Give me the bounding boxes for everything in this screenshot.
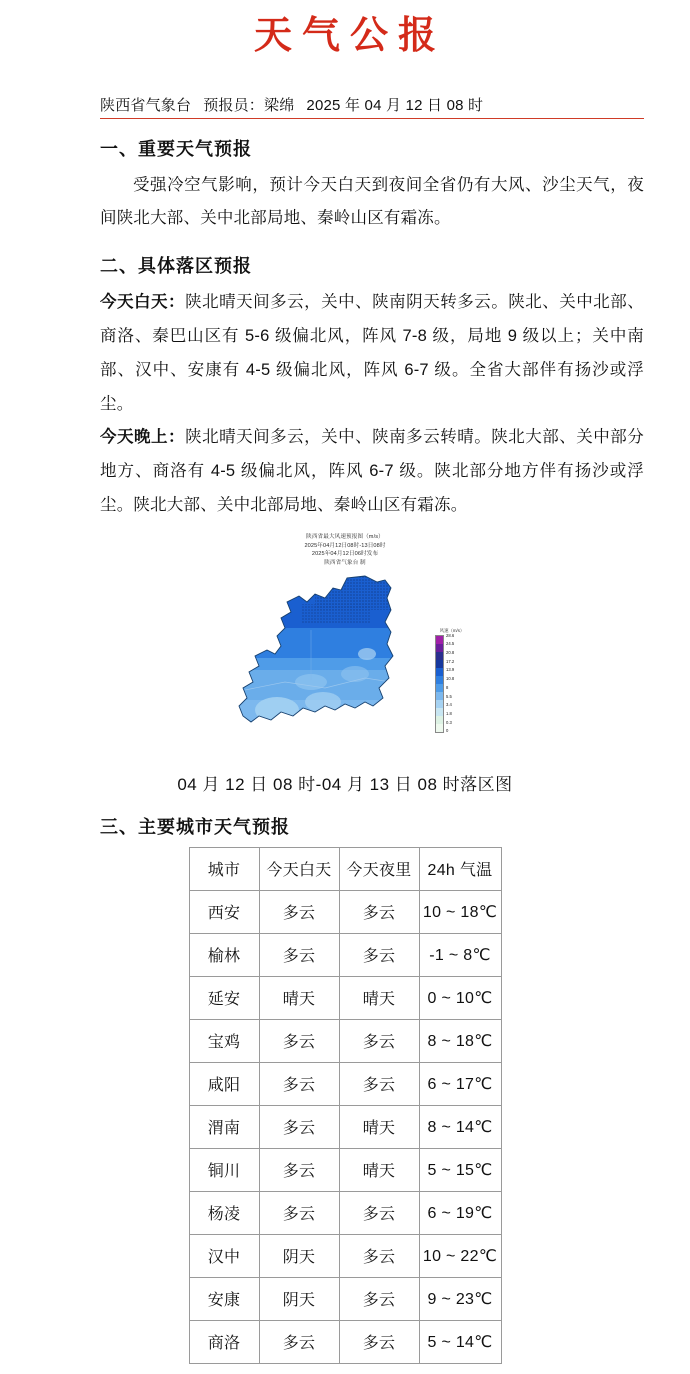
table-row — [189, 976, 501, 1019]
cell-temperature: 0 ~ 10℃ — [419, 976, 501, 1019]
column-header-temperature: 24h 气温 — [419, 847, 501, 890]
table-row — [189, 1277, 501, 1320]
byline — [100, 94, 644, 115]
section-heading-1: 一、重要天气预报 — [100, 138, 252, 159]
table-row — [189, 1148, 501, 1191]
cell-night: 晴天 — [339, 976, 419, 1019]
cell-daytime: 多云 — [259, 1105, 339, 1148]
section-heading-3: 三、主要城市天气预报 — [100, 816, 290, 837]
cell-city: 榆林 — [189, 933, 259, 976]
cell-temperature: 10 ~ 18℃ — [419, 890, 501, 933]
map-caption-line-4: 陕西省气象台 制 — [324, 559, 366, 566]
cell-city: 安康 — [189, 1277, 259, 1320]
byline-office: 陕西省气象台 — [100, 96, 192, 114]
cell-temperature: 5 ~ 14℃ — [419, 1320, 501, 1363]
cell-temperature: 8 ~ 18℃ — [419, 1019, 501, 1062]
cell-city: 商洛 — [189, 1320, 259, 1363]
cell-night: 晴天 — [339, 1105, 419, 1148]
table-row — [189, 890, 501, 933]
cell-night: 多云 — [339, 1191, 419, 1234]
cell-night: 多云 — [339, 890, 419, 933]
cell-daytime: 多云 — [259, 1019, 339, 1062]
city-forecast-table — [189, 847, 502, 1364]
map-canvas — [215, 570, 475, 760]
cell-daytime: 多云 — [259, 1320, 339, 1363]
byline-datetime: 2025 年 04 月 12 日 08 时 — [306, 96, 484, 114]
daytime-text: 陕北晴天间多云，关中、陕南阴天转多云。陕北、关中北部、商洛、秦巴山区有 5-6 级偏北风，阵风 7-8 级，局地 9 级以上；关中南部、汉中、安康有 4-5 级偏北风，阵风 6-7 级。全省大部伴有扬沙或浮尘。 — [100, 293, 645, 413]
night-forecast-paragraph — [100, 421, 644, 522]
table-header-row — [189, 847, 501, 890]
table-row — [189, 1234, 501, 1277]
byline-forecaster-label: 预报员： — [203, 96, 265, 114]
night-label: 今天晚上： — [100, 428, 186, 447]
cell-city: 咸阳 — [189, 1062, 259, 1105]
cell-temperature: 6 ~ 17℃ — [419, 1062, 501, 1105]
column-header-city: 城市 — [189, 847, 259, 890]
cell-daytime: 晴天 — [259, 976, 339, 1019]
map-legend — [435, 628, 469, 733]
page-title: 天气公报 — [253, 15, 446, 57]
table-row — [189, 1320, 501, 1363]
map-caption-line-3: 2025年04月12日06时发布 — [311, 551, 379, 558]
cell-daytime: 阴天 — [259, 1277, 339, 1320]
night-text: 陕北晴天间多云，关中、陕南多云转晴。陕北大部、关中部分地方、商洛有 4-5 级偏北风，阵风 6-7 级。陕北部分地方伴有扬沙或浮尘。陕北大部、关中北部局地、秦岭山区有霜冻。 — [100, 428, 645, 515]
column-header-daytime: 今天白天 — [259, 847, 339, 890]
table-row — [189, 1105, 501, 1148]
cell-daytime: 多云 — [259, 890, 339, 933]
cell-city: 铜川 — [189, 1148, 259, 1191]
cell-city: 渭南 — [189, 1105, 259, 1148]
forecast-table-wrapper — [0, 847, 690, 1374]
map-caption-line-1: 陕西省最大风速预报图（m/s） — [306, 533, 384, 540]
table-row — [189, 1191, 501, 1234]
cell-city: 西安 — [189, 890, 259, 933]
forecast-table-body — [189, 890, 501, 1363]
legend-title: 风速（m/s） — [439, 627, 465, 633]
cell-night: 晴天 — [339, 1148, 419, 1191]
section-heading-2: 二、具体落区预报 — [100, 256, 252, 277]
cell-daytime: 阴天 — [259, 1234, 339, 1277]
cell-daytime: 多云 — [259, 1062, 339, 1105]
cell-city: 延安 — [189, 976, 259, 1019]
cell-city: 宝鸡 — [189, 1019, 259, 1062]
column-header-night: 今天夜里 — [339, 847, 419, 890]
cell-night: 多云 — [339, 1320, 419, 1363]
map-caption-top — [215, 533, 475, 568]
cell-temperature: 5 ~ 15℃ — [419, 1148, 501, 1191]
cell-night: 多云 — [339, 1019, 419, 1062]
legend-color-bar — [435, 635, 444, 733]
cell-night: 多云 — [339, 1062, 419, 1105]
cell-temperature: 6 ~ 19℃ — [419, 1191, 501, 1234]
legend-body — [435, 632, 469, 734]
daytime-label: 今天白天： — [100, 293, 186, 312]
cell-night: 多云 — [339, 933, 419, 976]
cell-city: 杨凌 — [189, 1191, 259, 1234]
byline-forecaster-name: 梁绵 — [264, 96, 295, 114]
map-bottom-caption: 04 月 12 日 08 时-04 月 13 日 08 时落区图 — [177, 774, 513, 794]
cell-night: 多云 — [339, 1234, 419, 1277]
cell-daytime: 多云 — [259, 1148, 339, 1191]
cell-daytime: 多云 — [259, 1191, 339, 1234]
cell-temperature: 9 ~ 23℃ — [419, 1277, 501, 1320]
cell-temperature: 8 ~ 14℃ — [419, 1105, 501, 1148]
table-row — [189, 933, 501, 976]
section-1-paragraph: 受强冷空气影响，预计今天白天到夜间全省仍有大风、沙尘天气，夜间陕北大部、关中北部局地、秦岭山区有霜冻。 — [100, 175, 644, 228]
cell-temperature: -1 ~ 8℃ — [419, 933, 501, 976]
table-row — [189, 1019, 501, 1062]
cell-city: 汉中 — [189, 1234, 259, 1277]
daytime-forecast-paragraph — [100, 286, 644, 421]
map-caption-line-2: 2025年04月12日08时-13日08时 — [304, 542, 386, 549]
legend-labels: 28.6 24.5 20.8 17.2 13.9 10.8 8 5.5 3.4 1.8 0.3 0 — [446, 632, 455, 734]
table-row — [189, 1062, 501, 1105]
cell-temperature: 10 ~ 22℃ — [419, 1234, 501, 1277]
cell-night: 多云 — [339, 1277, 419, 1320]
cell-daytime: 多云 — [259, 933, 339, 976]
wind-speed-map-block — [215, 533, 475, 760]
byline-rule — [100, 94, 644, 119]
